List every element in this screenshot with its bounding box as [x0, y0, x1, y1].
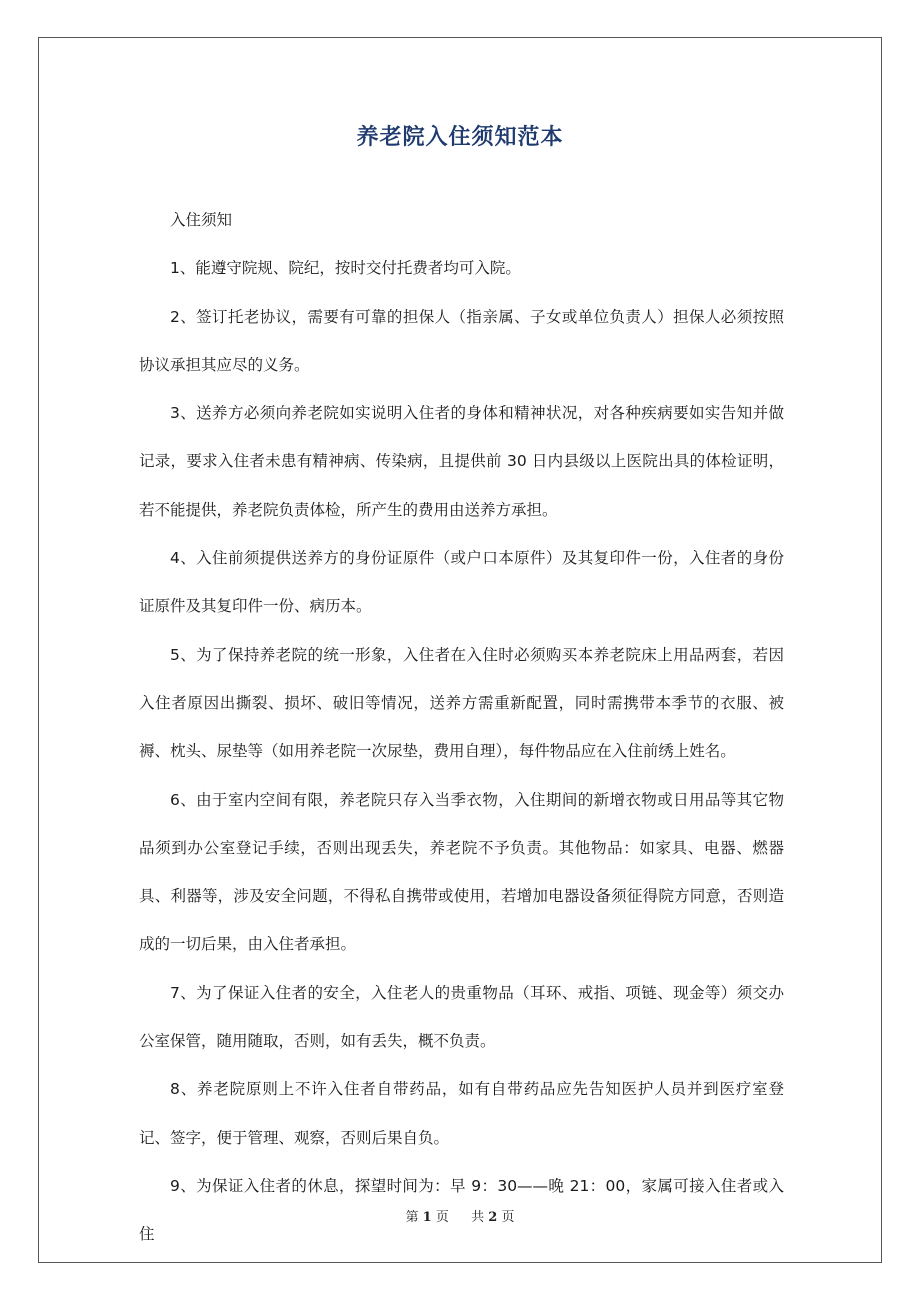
paragraph-item-8: 8、养老院原则上不许入住者自带药品，如有自带药品应先告知医护人员并到医疗室登记、签字，便于管理、观察，否则后果自负。 [139, 1080, 784, 1147]
footer-page-unit: 页 [435, 1210, 449, 1225]
paragraph-item-2: 2、签订托老协议，需要有可靠的担保人（指亲属、子女或单位负责人）担保人必须按照协议承担其应尽的义务。 [139, 307, 784, 374]
document-title: 养老院入住须知范本 [356, 125, 564, 150]
paragraph-item-5: 5、为了保持养老院的统一形象，入住者在入住时必须购买本养老院床上用品两套，若因入住者原因出撕裂、损坏、破旧等情况，送养方需重新配置，同时需携带本季节的衣服、被褥、枕头、尿垫等（如用养老院一次尿垫，费用自理），每件物品应在入住前绣上姓名。 [139, 645, 784, 761]
footer-page-prefix: 第 [405, 1210, 419, 1225]
paragraph-item-3: 3、送养方必须向养老院如实说明入住者的身体和精神状况，对各种疾病要如实告知并做记录，要求入住者未患有精神病、传染病，且提供前 30 日内县级以上医院出具的体检证明，若不能提供，养老院负责体检，所产生的费用由送养方承担。 [139, 404, 784, 519]
paragraph-item-1: 1、能遵守院规、院纪，按时交付托费者均可入院。 [170, 259, 521, 278]
document-body [139, 196, 784, 1259]
footer-page-current: 1 [422, 1210, 432, 1225]
paragraph-heading: 入住须知 [170, 211, 233, 229]
page-footer [0, 1206, 920, 1225]
footer-total-prefix: 共 [471, 1210, 485, 1225]
paragraph-item-9: 9、为保证入住者的休息，探望时间为：早 9：30——晚 21：00，家属可接入住者或入住 [139, 1176, 784, 1244]
paragraph-item-6: 6、由于室内空间有限，养老院只存入当季衣物，入住期间的新增衣物或日用品等其它物品须到办公室登记手续，否则出现丢失，养老院不予负责。其他物品：如家具、电器、燃器具、利器等，涉及安全问题，不得私自携带或使用，若增加电器设备须征得院方同意，否则造成的一切后果，由入住者承担。 [139, 790, 784, 954]
footer-page-total: 2 [488, 1210, 498, 1225]
paragraph-item-7: 7、为了保证入住者的安全，入住老人的贵重物品（耳环、戒指、项链、现金等）须交办公室保管，随用随取，否则，如有丢失，概不负责。 [139, 983, 784, 1051]
paragraph-item-4: 4、入住前须提供送养方的身份证原件（或户口本原件）及其复印件一份，入住者的身份证原件及其复印件一份、病历本。 [139, 549, 784, 616]
footer-total-unit: 页 [501, 1210, 515, 1225]
